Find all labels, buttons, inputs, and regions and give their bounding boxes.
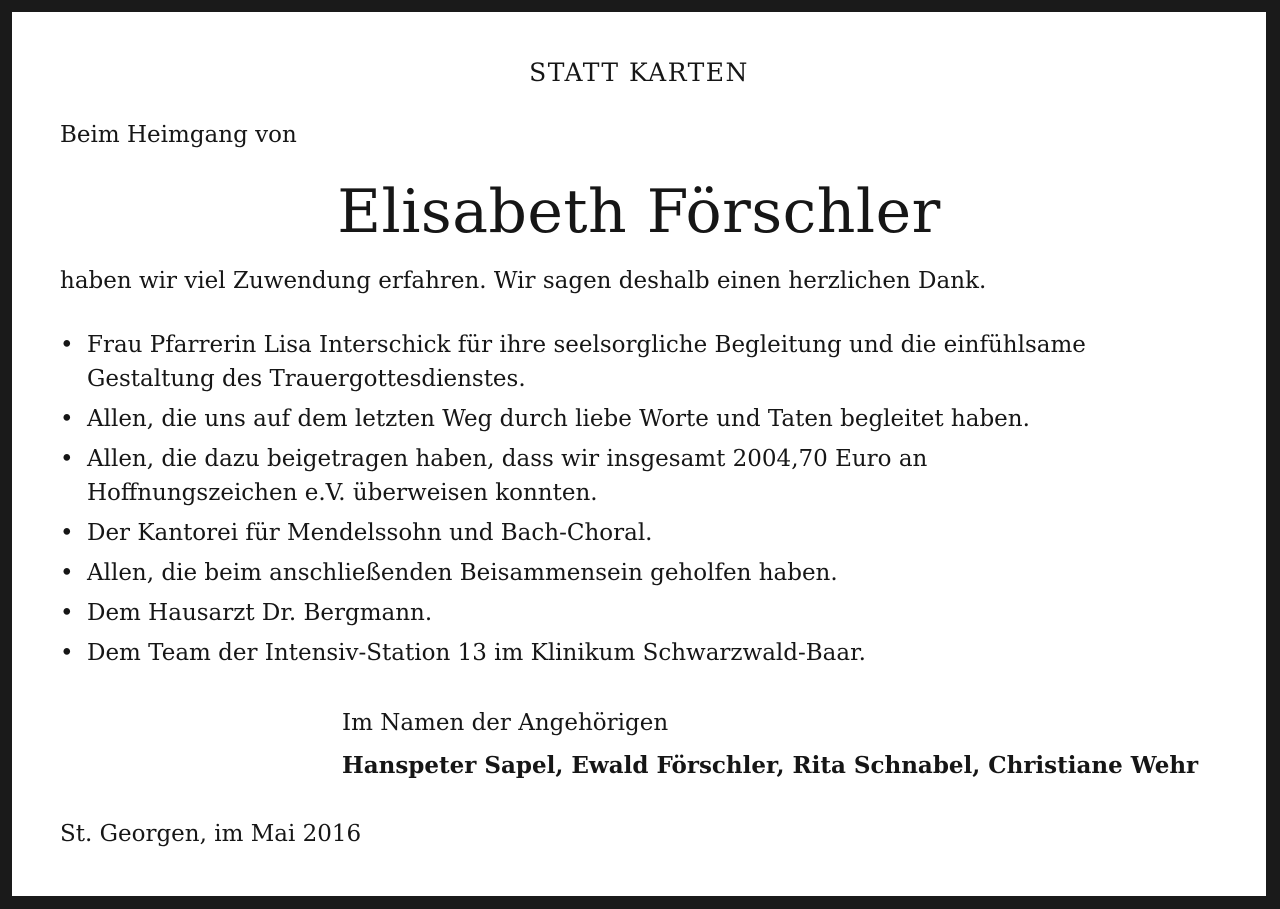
list-item [60,516,1210,550]
bullet-icon: • [60,600,74,626]
thanks-list [60,328,1210,676]
list-item-line: Dem Team der Intensiv-Station 13 im Klinikum Schwarzwald-Baar. [87,640,866,666]
list-item-line: Der Kantorei für Mendelssohn und Bach-Choral. [87,520,653,546]
list-item-line: Frau Pfarrerin Lisa Interschick für ihre seelsorgliche Begleitung und die einfühlsame [87,332,1086,358]
list-item [60,636,1210,670]
thanks-sentence: haben wir viel Zuwendung erfahren. Wir sagen deshalb einen herzlichen Dank. [60,268,987,294]
bullet-icon: • [60,406,74,432]
list-item-line: Hoffnungszeichen e.V. überweisen konnten. [87,480,598,506]
bullet-icon: • [60,640,74,666]
list-item-line: Allen, die uns auf dem letzten Weg durch liebe Worte und Taten begleitet haben. [87,406,1030,432]
list-item [60,328,1210,396]
obituary-notice [12,12,1266,896]
signers-names: Hanspeter Sapel, Ewald Förschler, Rita Schnabel, Christiane Wehr [342,752,1199,779]
intro-text: Beim Heimgang von [60,122,297,148]
deceased-name: Elisabeth Förschler [337,177,941,247]
list-item-line: Allen, die dazu beigetragen haben, dass wir insgesamt 2004,70 Euro an [87,446,928,472]
place-date: St. Georgen, im Mai 2016 [60,821,362,847]
list-item [60,556,1210,590]
on-behalf-text: Im Namen der Angehörigen [342,710,669,736]
notice-heading: STATT KARTEN [529,58,749,87]
list-item-line: Allen, die beim anschließenden Beisammensein geholfen haben. [87,560,838,586]
list-item [60,402,1210,436]
list-item [60,442,1210,510]
bullet-icon: • [60,332,74,358]
list-item [60,596,1210,630]
bullet-icon: • [60,446,74,472]
bullet-icon: • [60,560,74,586]
list-item-line: Dem Hausarzt Dr. Bergmann. [87,600,433,626]
bullet-icon: • [60,520,74,546]
list-item-line: Gestaltung des Trauergottesdienstes. [87,366,526,392]
